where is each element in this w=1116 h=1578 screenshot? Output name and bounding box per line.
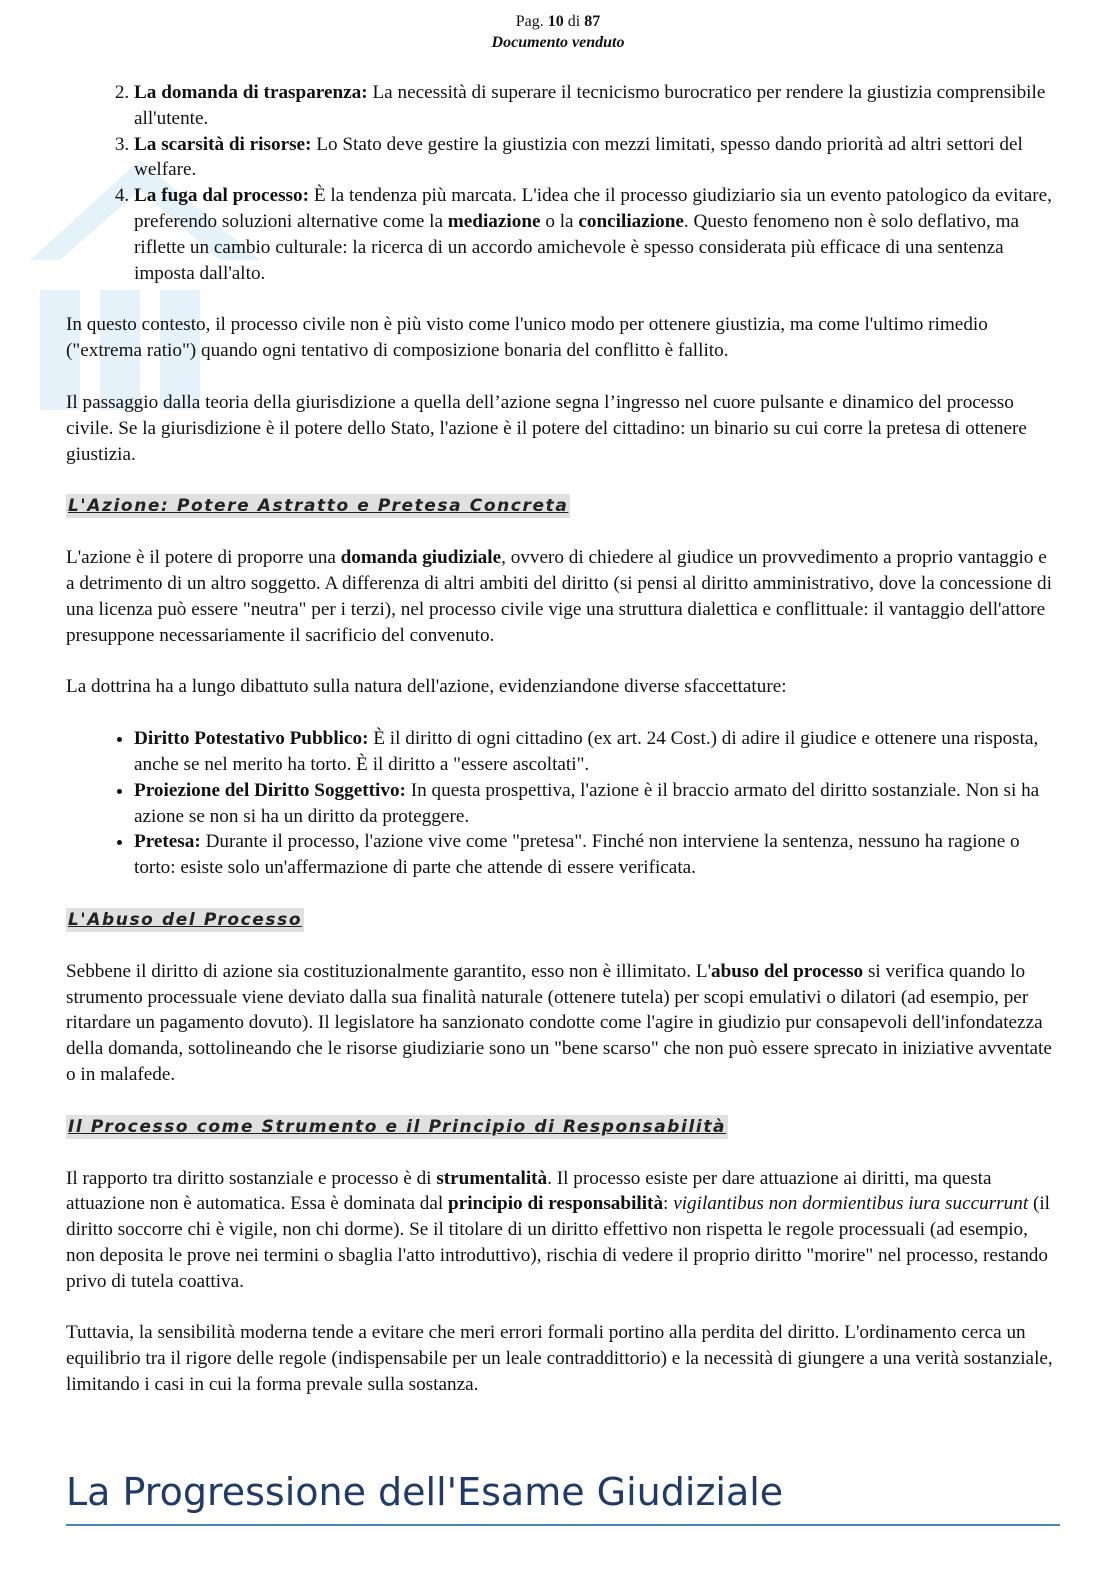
document-body [66,80,1058,1424]
title-rule [66,1524,1060,1526]
section-heading: Il Processo come Strumento e il Principio di Responsabilità [68,1116,727,1137]
page-counter: Pag. 10 di 87 [515,13,601,30]
section-heading: L'Azione: Potere Astratto e Pretesa Concreta [68,496,569,517]
chapter-title: La Progressione dell'Esame Giudiziale [66,1470,784,1514]
page-header [0,11,1116,53]
paragraph: Il rapporto tra diritto sostanziale e processo è di strumentalità. Il processo esiste per dare attuazione ai diritti, ma questa attuazione non è automatica. Essa è dominata dal principio di responsabilità: vigilantibus non dormientibus iura succurrunt (il diritto soccorre chi è vigile, non chi dorme). Se il titolare di un diritto effettivo non rispetta le regole processuali (ad esempio, non deposita le prove nei termini o sbaglia l'atto introduttivo), rischia di vedere il proprio diritto "morire" nel processo, restando privo di tutela coattiva. [66,1167,1051,1292]
list-item: • Pretesa: Durante il processo, l'azione vive come "pretesa". Finché non interviene la sentenza, nessuno ha ragione o torto: esiste solo un'affermazione di parte che attende di essere verificata. [134,829,1058,881]
paragraph: La dottrina ha a lungo dibattuto sulla natura dell'azione, evidenziandone diverse sfaccettature: [66,676,787,698]
numbered-list [66,80,1058,286]
paragraph: Tuttavia, la sensibilità moderna tende a evitare che meri errori formali portino alla perdita del diritto. L'ordinamento cerca un equilibrio tra il rigore delle regole (indispensabile per un leale contraddittorio) e la necessità di giungere a una verità sostanziale, limitando i casi in cui la forma prevale sulla sostanza. [66,1322,1053,1396]
paragraph: In questo contesto, il processo civile non è più visto come l'unico modo per ottenere giustizia, ma come l'ultimo rimedio ("extrema ratio") quando ogni tentativo di composizione bonaria del conflitto è fallito. [66,314,988,362]
document-label: Documento venduto [491,34,625,51]
list-item: 3. La scarsità di risorse: Lo Stato deve gestire la giustizia con mezzi limitati, spesso dando priorità ad altri settori del welfare. [134,132,1058,184]
list-item: • Proiezione del Diritto Soggettivo: In questa prospettiva, l'azione è il braccio armato del diritto sostanziale. Non si ha azione se non si ha un diritto da proteggere. [134,778,1058,830]
list-item: 4. La fuga dal processo: È la tendenza più marcata. L'idea che il processo giudiziario sia un evento patologico da evitare, preferendo soluzioni alternative come la mediazione o la conciliazione. Questo fenomeno non è solo deflativo, ma riflette un cambio culturale: la ricerca di un accordo amichevole è spesso considerata più efficace di una sentenza imposta dall'alto. [134,183,1058,286]
section-heading: L'Abuso del Processo [68,909,303,930]
paragraph: L'azione è il potere di proporre una domanda giudiziale, ovvero di chiedere al giudice un provvedimento a proprio vantaggio e a detrimento di un altro soggetto. A differenza di altri ambiti del diritto (si pensi al diritto amministrativo, dove la concessione di una licenza può essere "neutra" per i terzi), nel processo civile vige una struttura dialettica e conflittuale: il vantaggio dell'attore presuppone necessariamente il sacrificio del convenuto. [66,547,1052,646]
list-item: • Diritto Potestativo Pubblico: È il diritto di ogni cittadino (ex art. 24 Cost.) di adire il giudice e ottenere una risposta, anche se nel merito ha torto. È il diritto a "essere ascoltati". [134,726,1058,778]
bullet-list [66,726,1058,881]
list-item: 2. La domanda di trasparenza: La necessità di superare il tecnicismo burocratico per rendere la giustizia comprensibile all'utente. [134,80,1058,132]
paragraph: Sebbene il diritto di azione sia costituzionalmente garantito, esso non è illimitato. L'abuso del processo si verifica quando lo strumento processuale viene deviato dalla sua finalità naturale (ottenere tutela) per scopi emulativi o dilatori (ad esempio, per ritardare un pagamento dovuto). Il legislatore ha sanzionato condotte come l'agire in giudizio pur consapevoli dell'infondatezza della domanda, sottolineando che le risorse giudiziarie sono un "bene scarso" che non può essere sprecato in iniziative avventate o in malafede. [66,960,1052,1085]
paragraph: Il passaggio dalla teoria della giurisdizione a quella dell’azione segna l’ingresso nel cuore pulsante e dinamico del processo civile. Se la giurisdizione è il potere dello Stato, l'azione è il potere del cittadino: un binario su cui corre la pretesa di ottenere giustizia. [66,391,1027,465]
